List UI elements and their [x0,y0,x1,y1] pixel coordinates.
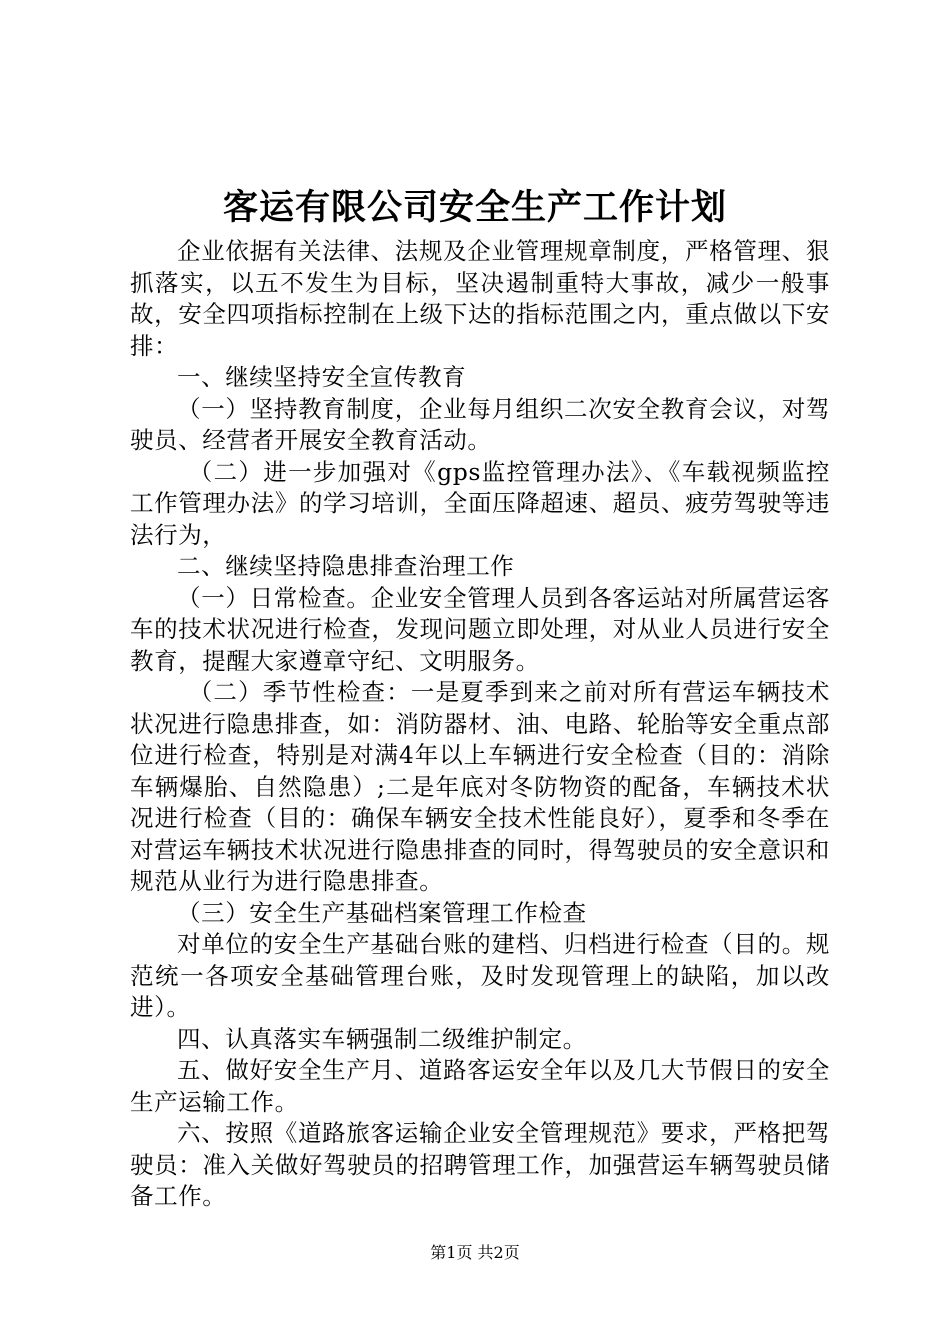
item-paragraph: （一）坚持教育制度，企业每月组织二次安全教育会议，对驾驶员、经营者开展安全教育活动。 [130,394,830,454]
page-number-footer: 第1页 共2页 [430,1243,520,1262]
item-paragraph: （一）日常检查。企业安全管理人员到各客运站对所属营运客车的技术状况进行检查，发现问题立即处理，对从业人员进行安全教育，提醒大家遵章守纪、文明服务。 [130,583,830,675]
item-paragraph: （二）季节性检查：一是夏季到来之前对所有营运车辆技术状况进行隐患排查，如：消防器材、油、电路、轮胎等安全重点部位进行检查，特别是对满4年以上车辆进行安全检查（目的：消除车辆爆胎、自然隐患）;二是年底对冬防物资的配备，车辆技术状况进行检查（目的：确保车辆安全技术性能良好），夏季和冬季在对营运车辆技术状况进行隐患排查的同时，得驾驶员的安全意识和规范从业行为进行隐患排查。 [130,678,830,895]
section-heading-6: 六、按照《道路旅客运输企业安全管理规范》要求，严格把驾驶员：准入关做好驾驶员的招聘管理工作，加强营运车辆驾驶员储备工作。 [130,1119,830,1210]
section-heading-5: 五、做好安全生产月、道路客运安全年以及几大节假日的安全生产运输工作。 [130,1056,830,1116]
document-title: 客运有限公司安全生产工作计划 [222,187,727,228]
sub-heading: （三）安全生产基础档案管理工作检查 [177,898,587,927]
document-body [130,236,830,1213]
intro-paragraph: 企业依据有关法律、法规及企业管理规章制度，严格管理、狠抓落实，以五不发生为目标，坚决遏制重特大事故，减少一般事故，安全四项指标控制在上级下达的指标范围之内，重点做以下安排： [130,237,830,360]
section-heading-2: 二、继续坚持隐患排查治理工作 [177,552,515,580]
section-heading-4: 四、认真落实车辆强制二级维护制定。 [177,1024,587,1053]
section-heading-1: 一、继续坚持安全宣传教育 [177,363,467,391]
item-paragraph: 对单位的安全生产基础台账的建档、归档进行检查（目的。规范统一各项安全基础管理台账，及时发现管理上的缺陷，加以改进）。 [130,930,830,1021]
item-paragraph: （二）进一步加强对《gps监控管理办法》、《车载视频监控工作管理办法》的学习培训，全面压降超速、超员、疲劳驾驶等违法行为， [130,457,830,549]
